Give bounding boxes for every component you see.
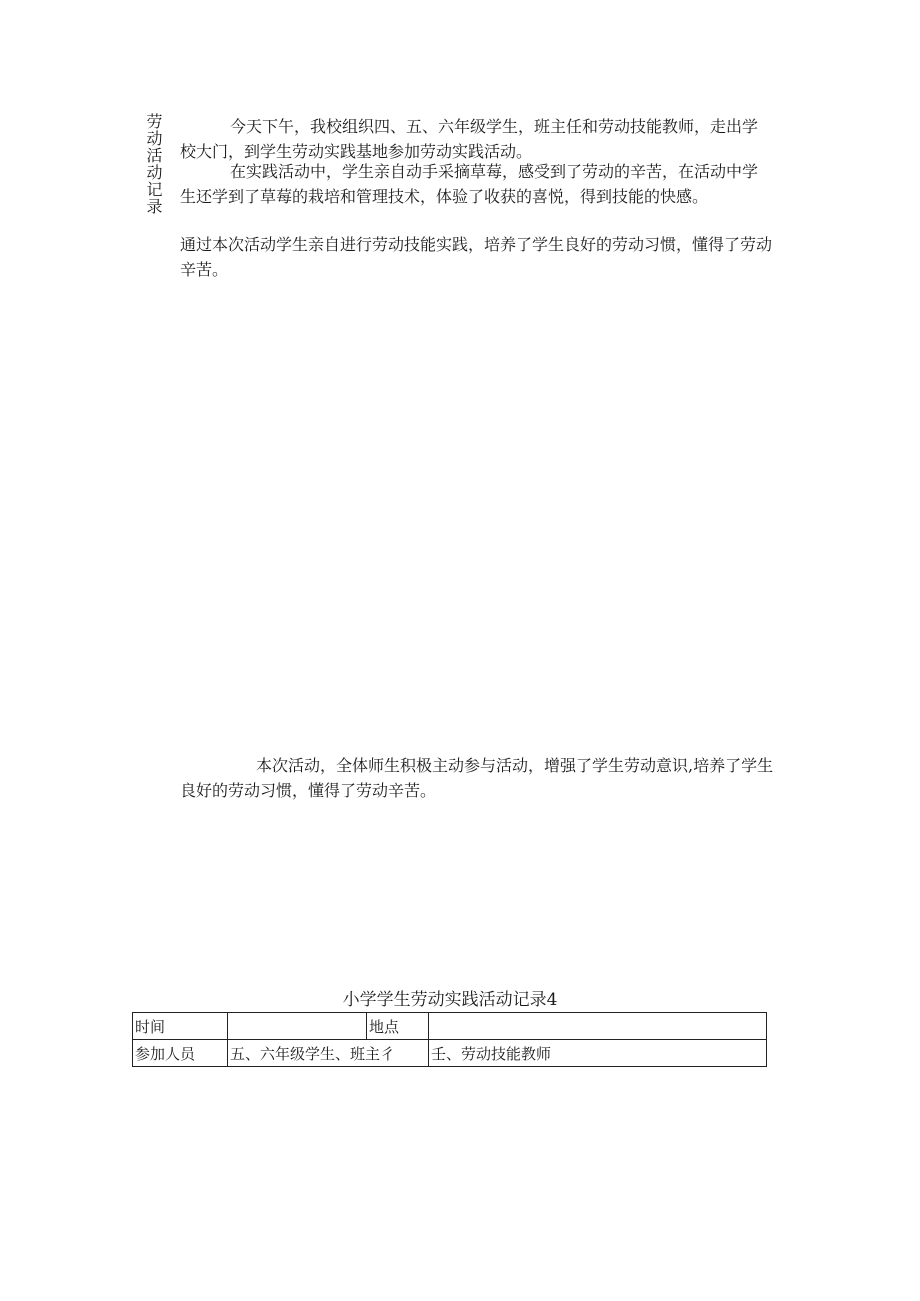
table-title: 小学学生劳动实践活动记录4	[342, 990, 558, 1010]
cell-location-label: 地点	[367, 1013, 429, 1040]
side-label: 劳动活动记录	[144, 113, 163, 215]
paragraph-4: 本次活动，全体师生积极主动参与活动，增强了学生劳动意识,培养了学生良好的劳动习惯，懂得了劳动辛苦。	[180, 756, 774, 800]
cell-time-label: 时间	[133, 1013, 228, 1040]
table-row	[133, 1040, 767, 1067]
paragraph-2: 在实践活动中，学生亲自动手采摘草莓，感受到了劳动的辛苦，在活动中学生还学到了草莓的栽培和管理技术，体验了收获的喜悦，得到技能的快感。	[180, 162, 759, 206]
cell-location-value	[429, 1013, 767, 1040]
cell-participants-value-part2: 壬、劳动技能教师	[429, 1040, 767, 1067]
paragraph-1: 今天下午，我校组织四、五、六年级学生，班主任和劳动技能教师，走出学校大门，到学生劳动实践基地参加劳动实践活动。	[180, 117, 759, 161]
cell-participants-label: 参加人员	[133, 1040, 228, 1067]
cell-participants-value-part1: 五、六年级学生、班主彳	[228, 1040, 429, 1067]
record-table	[132, 1012, 767, 1067]
cell-time-value	[228, 1013, 367, 1040]
paragraph-3: 通过本次活动学生亲自进行劳动技能实践，培养了学生良好的劳动习惯，懂得了劳动辛苦。	[180, 235, 773, 279]
table-row	[133, 1013, 767, 1040]
